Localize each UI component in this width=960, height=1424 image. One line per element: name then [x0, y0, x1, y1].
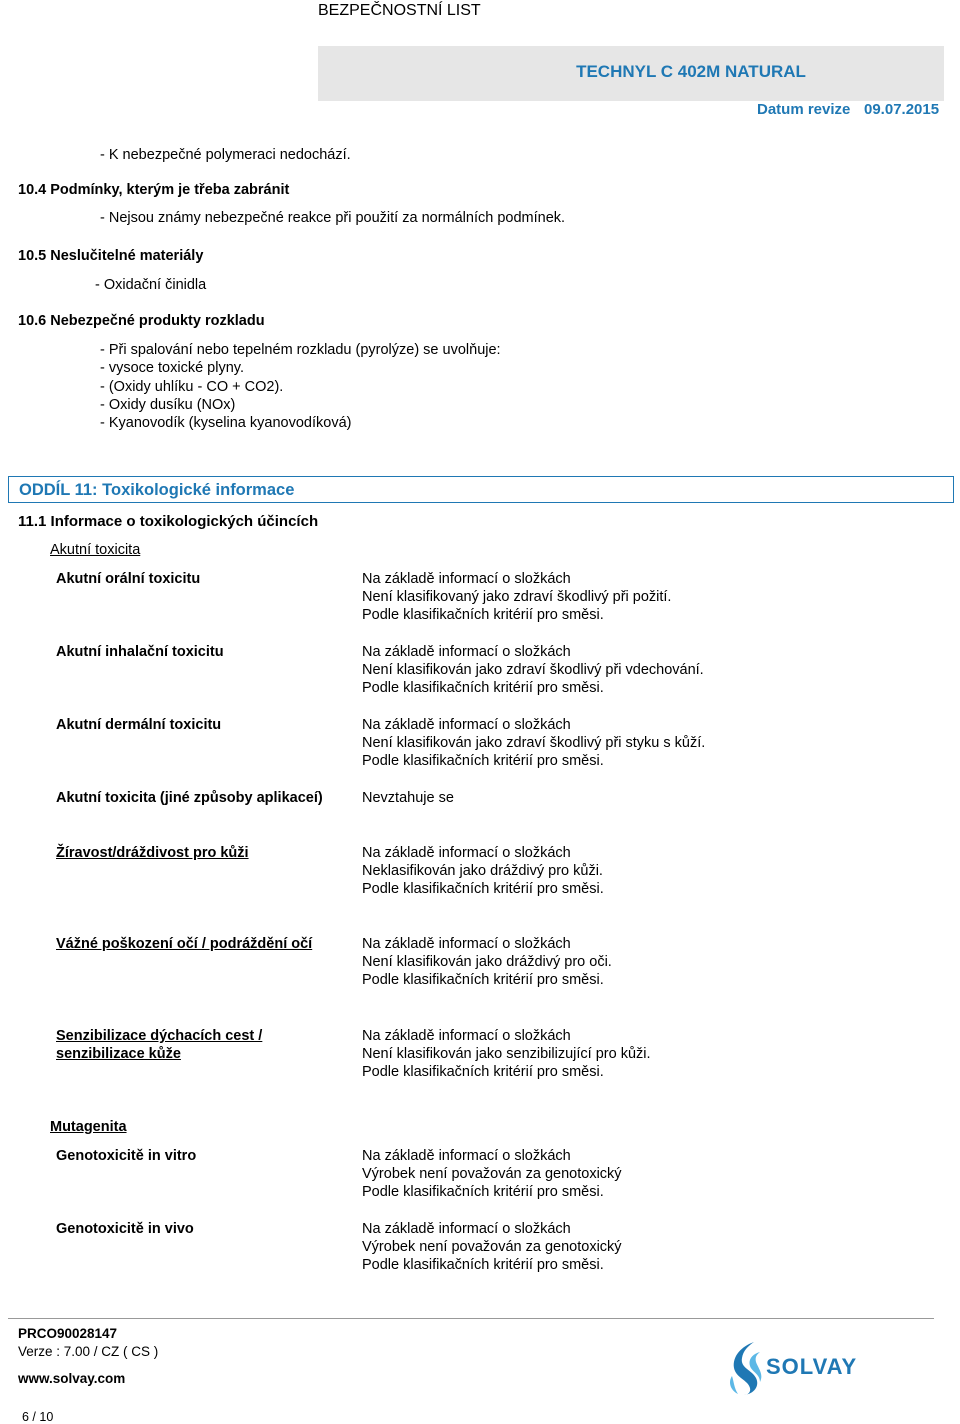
conditions-line: - Nejsou známy nebezpečné reakce při použití za normálních podmínek.	[100, 210, 566, 226]
revision-date: 09.07.2015	[864, 101, 940, 118]
genotoxicity-vivo-text: Výrobek není považován za genotoxický	[362, 1239, 622, 1255]
product-band	[318, 46, 944, 101]
product-code: PRCO90028147	[18, 1326, 118, 1341]
heading-11-1: 11.1 Informace o toxikologických účincích	[18, 513, 319, 530]
sensitization-label: Senzibilizace dýchacích cest /	[56, 1028, 263, 1044]
revision-label: Datum revize	[757, 101, 851, 118]
decomposition-line: - Oxidy dusíku (NOx)	[100, 397, 236, 413]
sensitization-text: Podle klasifikačních kritérií pro směsi.	[362, 1064, 604, 1080]
sensitization-label: senzibilizace kůže	[56, 1046, 181, 1062]
eye-damage-text: Není klasifikován jako dráždivý pro oči.	[362, 954, 612, 970]
oral-toxicity-label: Akutní orální toxicitu	[56, 571, 201, 587]
heading-10-5: 10.5 Neslučitelné materiály	[18, 248, 204, 264]
skin-corrosion-text: Neklasifikován jako dráždivý pro kůži.	[362, 863, 603, 879]
dermal-toxicity-text: Není klasifikován jako zdraví škodlivý při styku s kůží.	[362, 735, 706, 751]
solvay-logo-text: SOLVAY	[766, 1354, 858, 1379]
version-info: Verze : 7.00 / CZ ( CS )	[18, 1344, 159, 1359]
website-link[interactable]: www.solvay.com	[18, 1371, 126, 1386]
decomposition-line: - Při spalování nebo tepelném rozkladu (pyrolýze) se uvolňuje:	[100, 342, 501, 358]
decomposition-line: - Kyanovodík (kyselina kyanovodíková)	[100, 415, 352, 431]
eye-damage-label: Vážné poškození očí / podráždění očí	[56, 936, 313, 952]
oral-toxicity-text: Není klasifikovaný jako zdraví škodlivý při požití.	[362, 589, 672, 605]
solvay-logo-icon	[724, 1338, 766, 1396]
incompatible-line: - Oxidační činidla	[95, 277, 207, 293]
heading-10-4: 10.4 Podmínky, kterým je třeba zabránit	[18, 182, 290, 198]
dermal-toxicity-label: Akutní dermální toxicitu	[56, 717, 222, 733]
skin-corrosion-text: Podle klasifikačních kritérií pro směsi.	[362, 881, 604, 897]
polymerization-line: - K nebezpečné polymeraci nedochází.	[100, 147, 351, 163]
inhalation-toxicity-text: Není klasifikován jako zdraví škodlivý při vdechování.	[362, 662, 704, 678]
document-title: BEZPEČNOSTNÍ LIST	[318, 2, 481, 19]
acute-toxicity-heading: Akutní toxicita	[50, 542, 141, 558]
product-name: TECHNYL C 402M NATURAL	[576, 62, 806, 81]
section-11-title: ODDÍL 11: Toxikologické informace	[19, 481, 295, 499]
genotoxicity-vitro-text: Výrobek není považován za genotoxický	[362, 1166, 622, 1182]
oral-toxicity-text: Na základě informací o složkách	[362, 571, 571, 587]
section-11-header	[8, 476, 954, 503]
genotoxicity-vivo-text: Podle klasifikačních kritérií pro směsi.	[362, 1257, 604, 1273]
oral-toxicity-text: Podle klasifikačních kritérií pro směsi.	[362, 607, 604, 623]
page-number: 6 / 10	[22, 1410, 54, 1424]
inhalation-toxicity-text: Podle klasifikačních kritérií pro směsi.	[362, 680, 604, 696]
sensitization-text: Na základě informací o složkách	[362, 1028, 571, 1044]
inhalation-toxicity-label: Akutní inhalační toxicitu	[56, 644, 224, 660]
decomposition-line: - (Oxidy uhlíku - CO + CO2).	[100, 379, 284, 395]
dermal-toxicity-text: Podle klasifikačních kritérií pro směsi.	[362, 753, 604, 769]
other-routes-text: Nevztahuje se	[362, 790, 454, 806]
footer-divider	[8, 1318, 934, 1319]
genotoxicity-vivo-label: Genotoxicitě in vivo	[56, 1221, 194, 1237]
eye-damage-text: Podle klasifikačních kritérií pro směsi.	[362, 972, 604, 988]
mutagenicity-heading: Mutagenita	[50, 1119, 127, 1135]
inhalation-toxicity-text: Na základě informací o složkách	[362, 644, 571, 660]
decomposition-line: - vysoce toxické plyny.	[100, 360, 244, 376]
heading-10-6: 10.6 Nebezpečné produkty rozkladu	[18, 313, 265, 329]
genotoxicity-vitro-text: Podle klasifikačních kritérií pro směsi.	[362, 1184, 604, 1200]
sensitization-text: Není klasifikován jako senzibilizující pro kůži.	[362, 1046, 651, 1062]
genotoxicity-vitro-text: Na základě informací o složkách	[362, 1148, 571, 1164]
skin-corrosion-label: Žíravost/dráždivost pro kůži	[56, 845, 249, 861]
other-routes-label: Akutní toxicita (jiné způsoby aplikaceí)	[56, 790, 323, 806]
skin-corrosion-text: Na základě informací o složkách	[362, 845, 571, 861]
dermal-toxicity-text: Na základě informací o složkách	[362, 717, 571, 733]
eye-damage-text: Na základě informací o složkách	[362, 936, 571, 952]
genotoxicity-vivo-text: Na základě informací o složkách	[362, 1221, 571, 1237]
genotoxicity-vitro-label: Genotoxicitě in vitro	[56, 1148, 197, 1164]
